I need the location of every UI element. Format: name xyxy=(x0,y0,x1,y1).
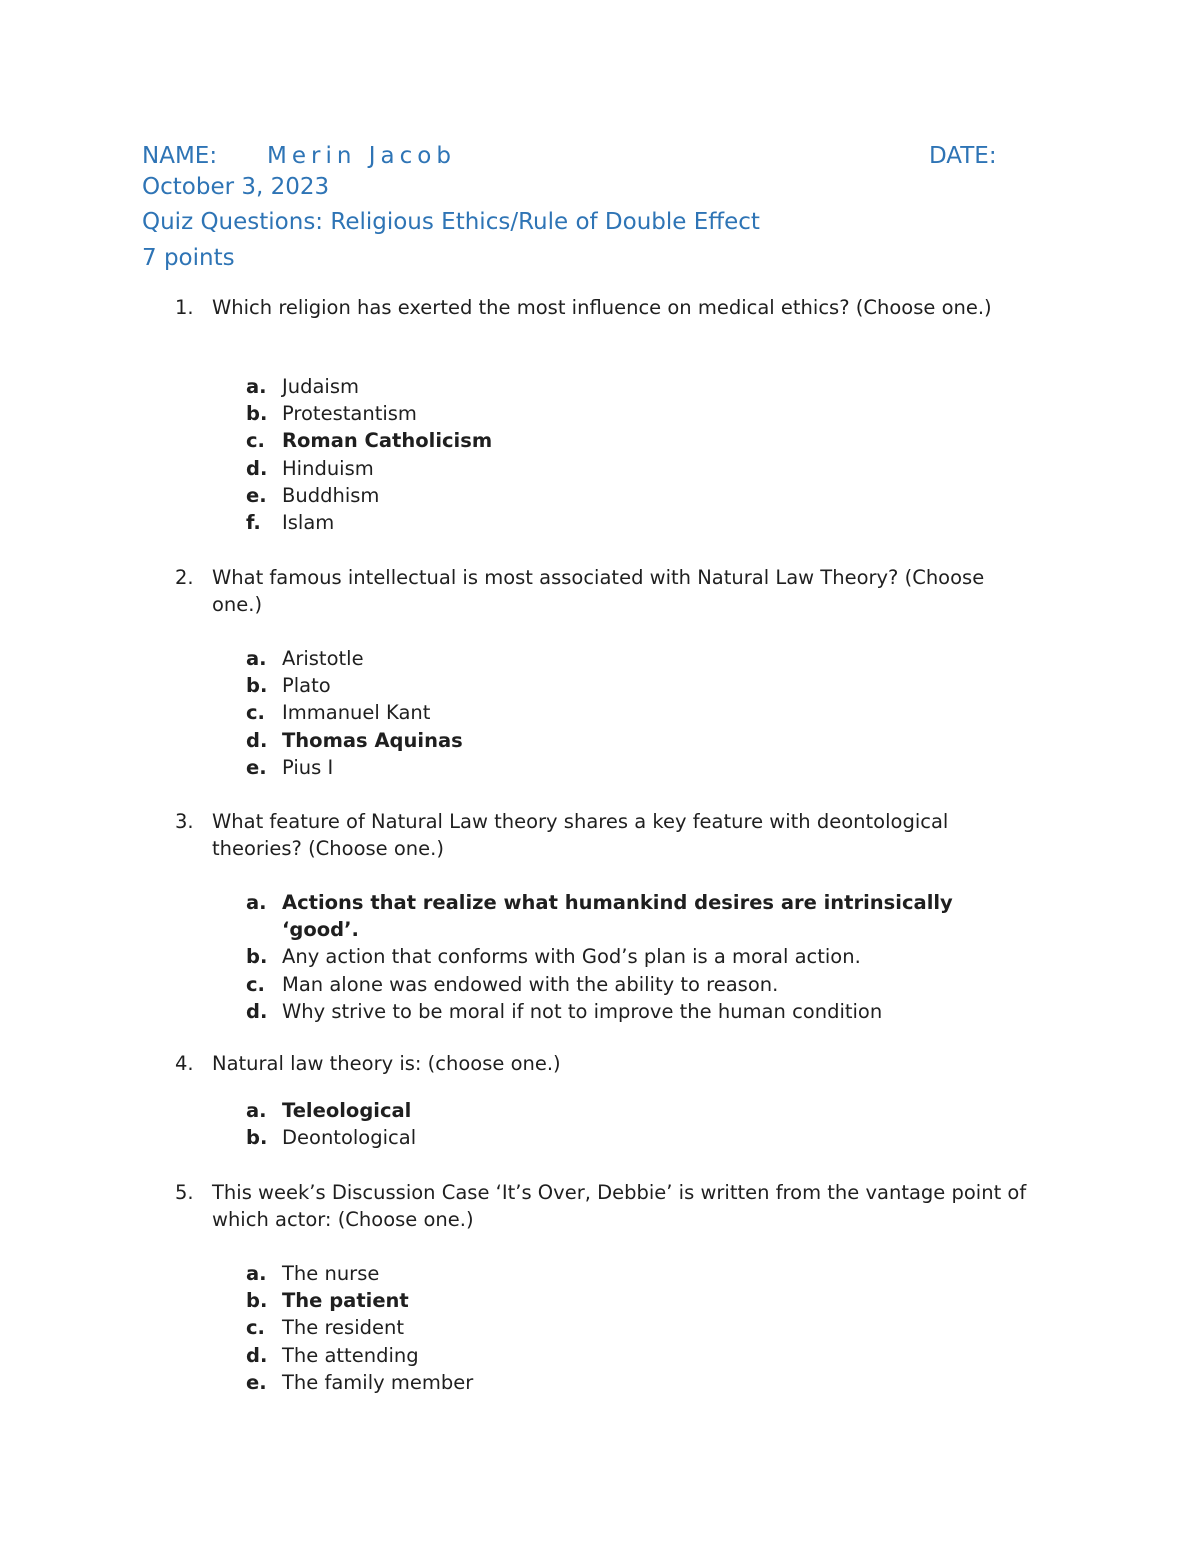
option-item xyxy=(246,971,1036,998)
option-letter: b. xyxy=(246,674,268,698)
option-letter: c. xyxy=(246,1316,265,1340)
question-text: This week’s Discussion Case ‘It’s Over, Debbie’ is written from the vantage point of which actor: (Choose one.) xyxy=(212,1181,1027,1231)
option-text: Man alone was endowed with the ability to reason. xyxy=(282,972,779,996)
option-letter: c. xyxy=(246,429,265,453)
option-letter: e. xyxy=(246,1370,267,1394)
option-item xyxy=(246,1314,1036,1341)
option-letter: a. xyxy=(246,647,267,670)
option-item xyxy=(246,672,1036,699)
option-text: The resident xyxy=(282,1316,405,1340)
option-item xyxy=(246,1287,1036,1314)
option-letter: b. xyxy=(246,1126,268,1150)
option-letter: b. xyxy=(246,1289,268,1313)
option-text: Why strive to be moral if not to improve the human condition xyxy=(282,999,883,1023)
name-label: NAME: xyxy=(142,143,218,169)
option-text: Pius I xyxy=(282,755,334,779)
option-text: Plato xyxy=(282,674,331,698)
option-letter: f. xyxy=(246,511,261,535)
option-item xyxy=(246,1260,1036,1287)
option-item xyxy=(246,1342,1036,1369)
option-letter: a. xyxy=(246,1262,267,1285)
option-letter: d. xyxy=(246,999,268,1023)
option-item xyxy=(246,943,1036,970)
option-item xyxy=(246,754,1036,781)
option-letter: b. xyxy=(246,402,268,426)
options-list xyxy=(246,645,1036,781)
option-item xyxy=(246,998,1036,1025)
option-item xyxy=(246,889,1036,943)
question-text: Natural law theory is: (choose one.) xyxy=(212,1052,561,1075)
option-item xyxy=(246,509,1036,536)
option-item xyxy=(246,1097,1036,1124)
option-item xyxy=(246,1369,1036,1396)
options-list xyxy=(246,889,1036,1025)
option-letter: a. xyxy=(246,1099,267,1122)
option-item xyxy=(246,373,1036,400)
question-number: 1. xyxy=(175,296,194,319)
option-item xyxy=(246,699,1036,726)
option-text: Judaism xyxy=(282,375,360,398)
date-value: October 3, 2023 xyxy=(142,174,330,200)
option-letter: e. xyxy=(246,755,267,779)
option-text: Protestantism xyxy=(282,402,417,426)
option-letter: c. xyxy=(246,972,265,996)
option-text: Aristotle xyxy=(282,647,364,670)
option-text-selected-answer: Actions that realize what humankind desires are intrinsically ‘good’. xyxy=(282,891,953,942)
option-letter: c. xyxy=(246,701,265,725)
option-text-selected-answer: The patient xyxy=(282,1289,409,1313)
quiz-title: Quiz Questions: Religious Ethics/Rule of Double Effect xyxy=(142,209,760,235)
question-text: What feature of Natural Law theory shares a key feature with deontological theories? (Choose one.) xyxy=(212,810,949,860)
question-number: 4. xyxy=(175,1052,194,1075)
question-number: 5. xyxy=(175,1181,194,1204)
name-value: Merin Jacob xyxy=(267,143,456,169)
option-item xyxy=(246,727,1036,754)
options-list xyxy=(246,1260,1036,1396)
option-text-selected-answer: Roman Catholicism xyxy=(282,429,493,453)
option-text: The nurse xyxy=(282,1262,380,1285)
option-item xyxy=(246,400,1036,427)
option-letter: d. xyxy=(246,1343,268,1367)
question-text: Which religion has exerted the most influence on medical ethics? (Choose one.) xyxy=(212,296,992,319)
question-number: 2. xyxy=(175,566,194,589)
options-list xyxy=(246,373,1036,536)
option-text: Hinduism xyxy=(282,456,374,480)
option-text: Any action that conforms with God’s plan is a moral action. xyxy=(282,945,861,969)
option-text-selected-answer: Teleological xyxy=(282,1099,412,1122)
option-text: The attending xyxy=(282,1343,419,1367)
option-text-selected-answer: Thomas Aquinas xyxy=(282,728,463,752)
option-item xyxy=(246,645,1036,672)
option-letter: b. xyxy=(246,945,268,969)
option-text: Buddhism xyxy=(282,483,380,507)
option-text: Islam xyxy=(282,511,335,535)
quiz-points: 7 points xyxy=(142,245,235,271)
question-text: What famous intellectual is most associated with Natural Law Theory? (Choose one.) xyxy=(212,566,985,616)
option-text: Deontological xyxy=(282,1126,417,1150)
option-text: The family member xyxy=(282,1370,474,1394)
option-text: Immanuel Kant xyxy=(282,701,431,725)
question-number: 3. xyxy=(175,810,194,833)
option-letter: a. xyxy=(246,375,267,398)
option-letter: d. xyxy=(246,728,268,752)
option-letter: e. xyxy=(246,483,267,507)
option-item xyxy=(246,1124,1036,1151)
option-letter: d. xyxy=(246,456,268,480)
option-item xyxy=(246,455,1036,482)
date-label: DATE: xyxy=(929,143,997,169)
option-item xyxy=(246,482,1036,509)
options-list xyxy=(246,1097,1036,1151)
option-letter: a. xyxy=(246,891,267,914)
option-item xyxy=(246,427,1036,454)
